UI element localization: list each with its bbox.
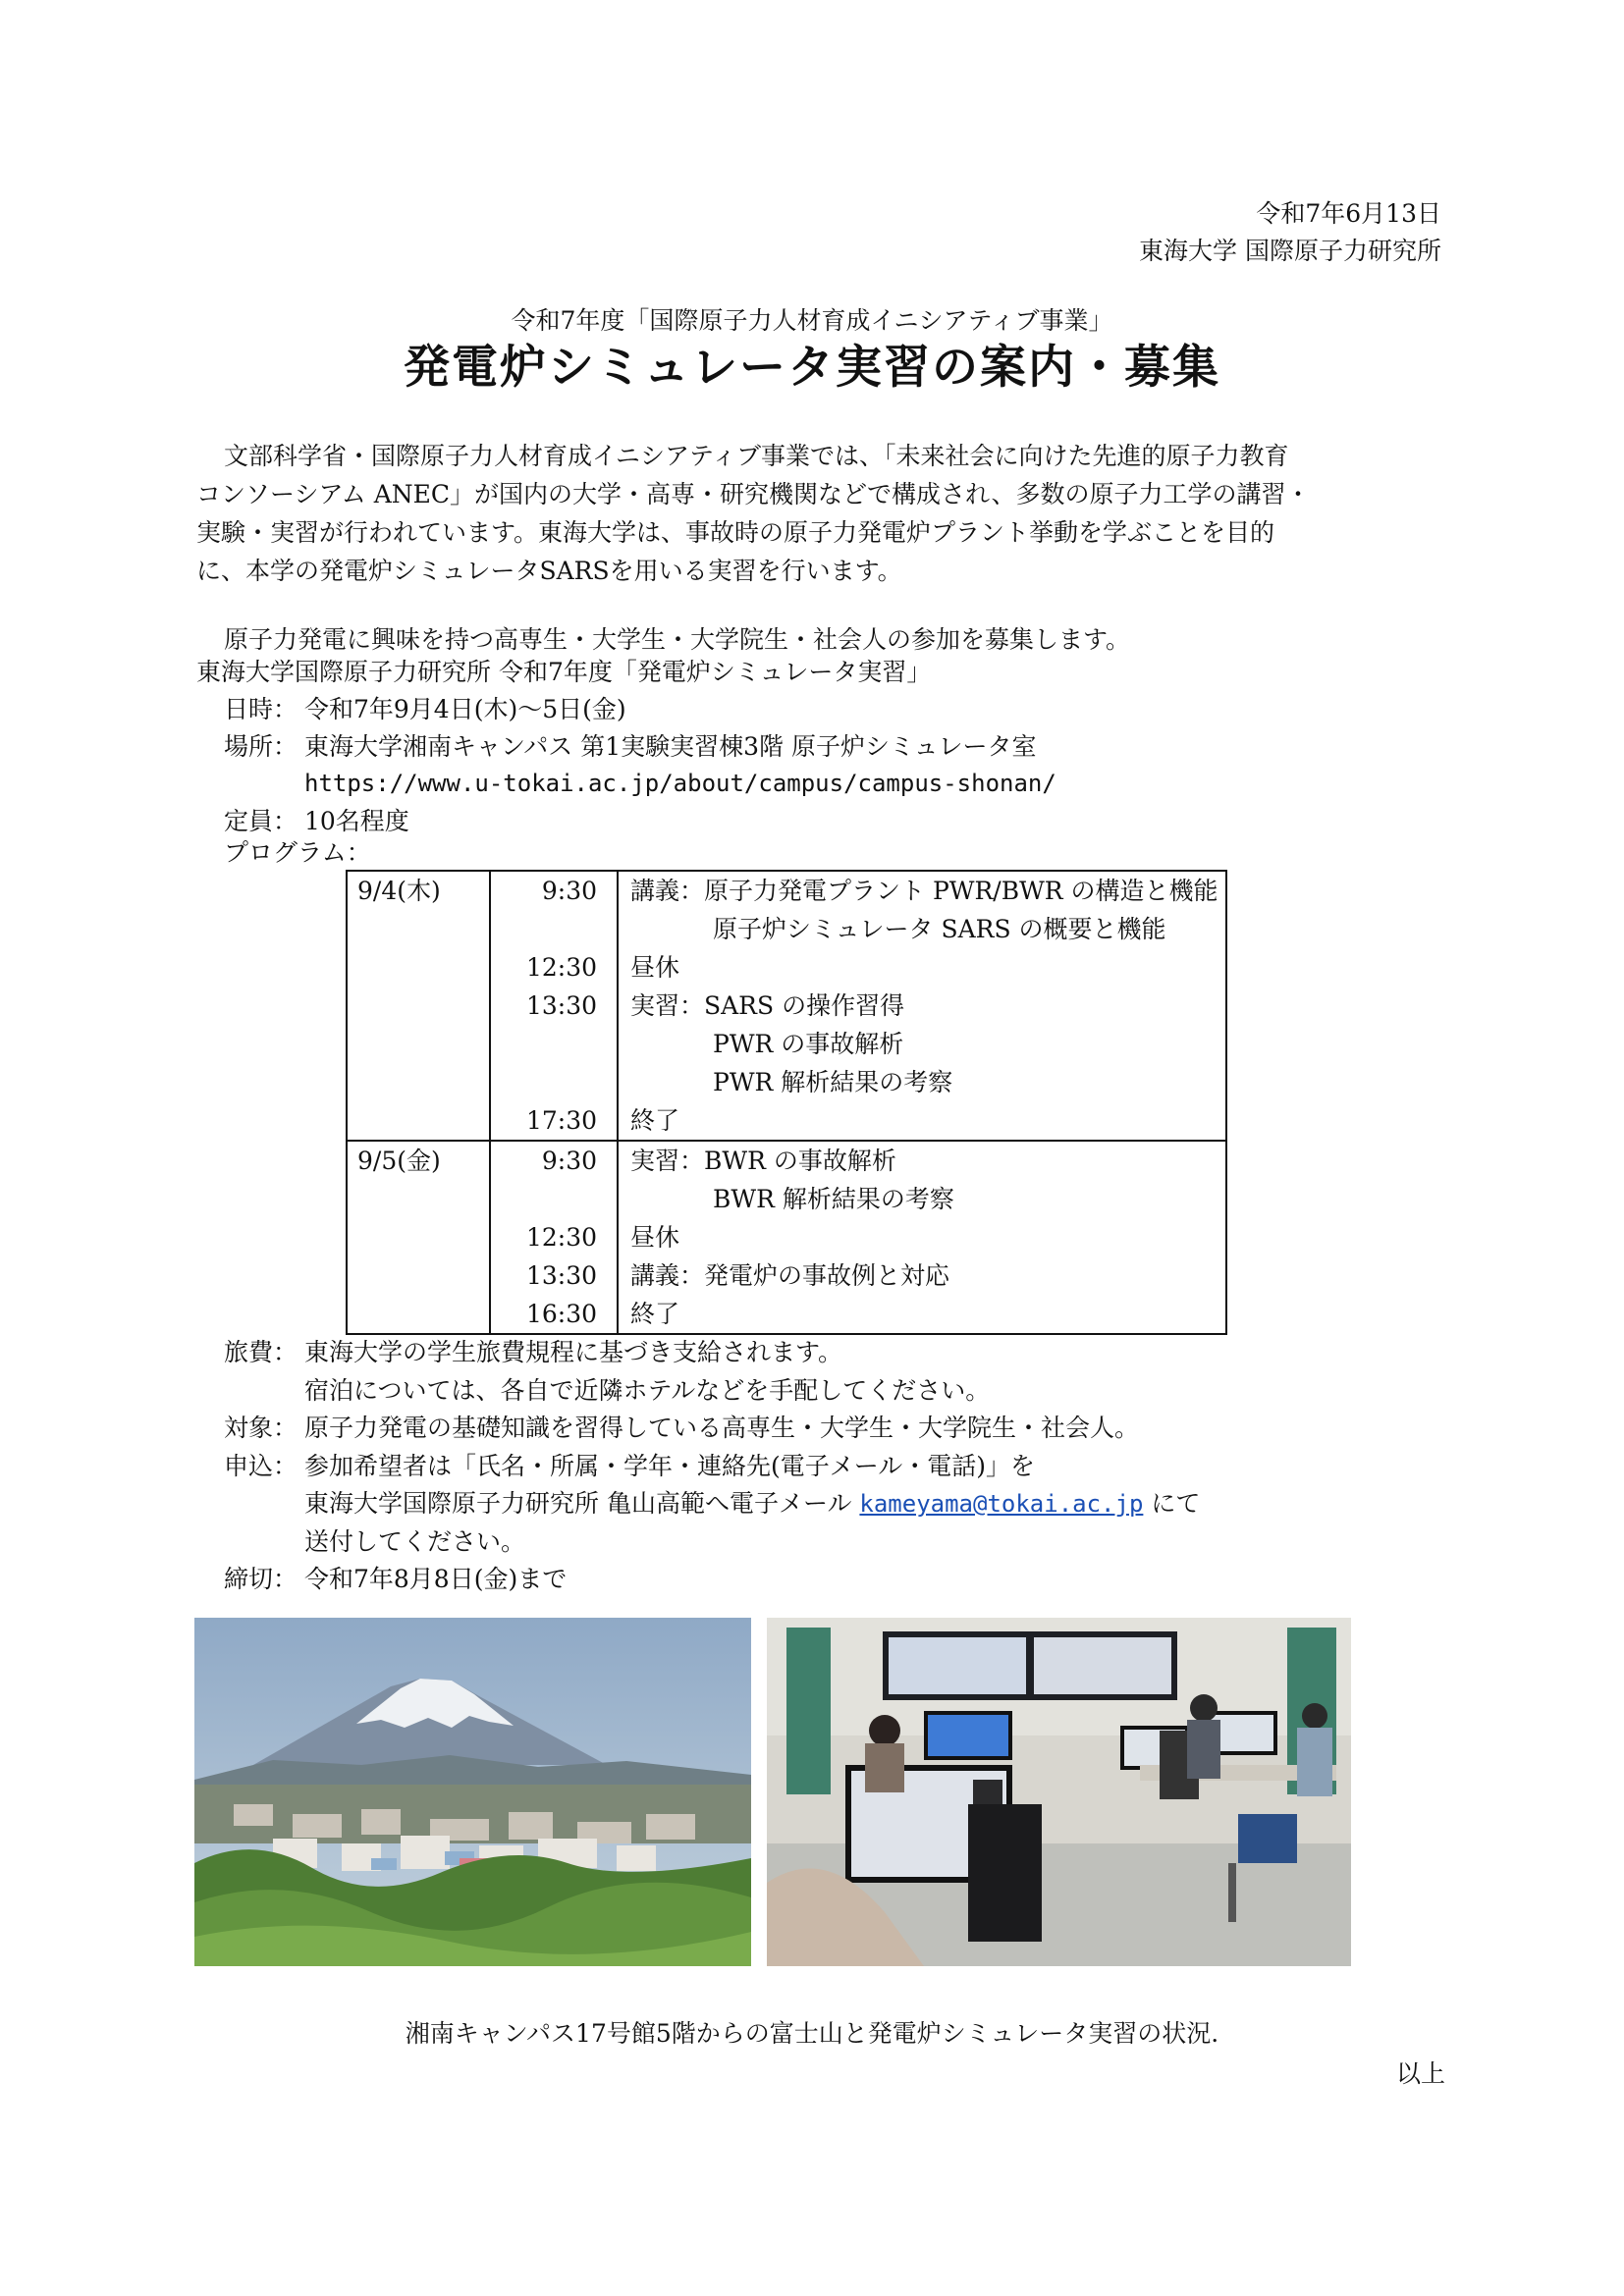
campus-url[interactable]: https://www.u-tokai.ac.jp/about/campus/campus-shonan/ <box>304 770 1056 797</box>
intro-line: 文部科学省・国際原子力人材育成イニシアティブ事業では、「未来社会に向けた先進的原子力教育 <box>224 442 1289 470</box>
schedule-time <box>491 910 597 948</box>
intro-line: に、本学の発電炉シミュレータSARSを用いる実習を行います。 <box>196 557 902 585</box>
schedule-item: BWR 解析結果の考察 <box>713 1185 954 1213</box>
schedule-time: 16:30 <box>525 1300 597 1328</box>
schedule-time: 12:30 <box>525 953 597 982</box>
schedule-item: 講義：原子力発電プラント PWR/BWR の構造と機能 <box>630 877 1218 905</box>
schedule-day-2 <box>347 1141 1226 1334</box>
email-link[interactable]: kameyama@tokai.ac.jp <box>859 1490 1144 1518</box>
intro-line: コンソーシアム ANEC」が国内の大学・高専・研究機関などで構成され、多数の原子力工学の講習・ <box>196 480 1311 508</box>
intro-line: 原子力発電に興味を持つ高専生・大学生・大学院生・社会人の参加を募集します。 <box>224 625 1131 654</box>
target-value: 原子力発電の基礎知識を習得している高専生・大学生・大学院生・社会人。 <box>304 1414 1140 1442</box>
event-heading: 東海大学国際原子力研究所 令和7年度「発電炉シミュレータ実習」 <box>196 658 932 686</box>
schedule-item: 実習：BWR の事故解析 <box>630 1147 896 1175</box>
schedule-item: 原子炉シミュレータ SARS の概要と機能 <box>713 915 1166 943</box>
schedule-day-label: 9/5(金) <box>357 1147 441 1175</box>
program-schedule-table <box>346 870 1227 1335</box>
apply-label: 申込： <box>224 1452 298 1480</box>
deadline-value: 令和7年8月8日(金)まで <box>304 1565 568 1593</box>
apply-line <box>304 1484 1200 1523</box>
apply-line-text: 東海大学国際原子力研究所 亀山高範へ電子メール <box>304 1489 852 1518</box>
apply-line-text: にて <box>1151 1489 1201 1518</box>
schedule-item: 講義：発電炉の事故例と対応 <box>630 1261 950 1290</box>
schedule-time: 12:30 <box>525 1223 597 1252</box>
organization-name: 東海大学 国際原子力研究所 <box>1139 237 1441 265</box>
travel-line: 東海大学の学生旅費規程に基づき支給されます。 <box>304 1338 843 1366</box>
document-subtitle: 令和7年度「国際原子力人材育成イニシアティブ事業」 <box>511 306 1113 335</box>
intro-line: 実験・実習が行われています。東海大学は、事故時の原子力発電炉プラント挙動を学ぶことを目的 <box>196 518 1275 547</box>
datetime-label: 日時： <box>224 695 298 723</box>
schedule-time <box>491 1063 597 1101</box>
schedule-item: 昼休 <box>630 1223 680 1252</box>
photo-caption: 湘南キャンパス17号館5階からの富士山と発電炉シミュレータ実習の状況. <box>405 2019 1219 2048</box>
travel-label: 旅費： <box>224 1338 298 1366</box>
schedule-time: 13:30 <box>525 1261 597 1290</box>
schedule-item: 昼休 <box>630 953 680 982</box>
document-title: 発電炉シミュレータ実習の案内・募集 <box>403 341 1221 395</box>
schedule-time <box>491 1180 597 1218</box>
document-date: 令和7年6月13日 <box>1256 199 1441 228</box>
schedule-item: 実習：SARS の操作習得 <box>630 991 905 1020</box>
schedule-item: PWR 解析結果の考察 <box>713 1068 953 1096</box>
travel-line: 宿泊については、各自で近隣ホテルなどを手配してください。 <box>304 1376 991 1405</box>
schedule-time: 9:30 <box>541 1147 597 1175</box>
place-label: 場所： <box>224 732 298 761</box>
capacity-label: 定員： <box>224 807 298 835</box>
schedule-time: 13:30 <box>525 991 597 1020</box>
apply-line: 送付してください。 <box>304 1527 526 1556</box>
schedule-day-1 <box>347 871 1226 1141</box>
schedule-item: 終了 <box>630 1300 680 1328</box>
schedule-item: PWR の事故解析 <box>713 1030 904 1058</box>
schedule-time <box>491 1025 597 1063</box>
simulator-lab-photo <box>767 1618 1351 1966</box>
schedule-item: 終了 <box>630 1106 680 1135</box>
place-value: 東海大学湘南キャンパス 第1実験実習棟3階 原子炉シミュレータ室 <box>304 732 1037 761</box>
schedule-day-label: 9/4(木) <box>357 877 441 905</box>
target-label: 対象： <box>224 1414 298 1442</box>
datetime-value: 令和7年9月4日(木)～5日(金) <box>304 695 626 723</box>
capacity-value: 10名程度 <box>304 807 409 835</box>
mt-fuji-photo <box>194 1618 751 1966</box>
apply-line: 参加希望者は「氏名・所属・学年・連絡先(電子メール・電話)」を <box>304 1452 1036 1480</box>
program-label: プログラム： <box>224 838 371 867</box>
deadline-label: 締切： <box>224 1565 298 1593</box>
schedule-time: 17:30 <box>525 1106 597 1135</box>
closing-mark: 以上 <box>1395 2059 1445 2088</box>
schedule-time: 9:30 <box>541 877 597 905</box>
